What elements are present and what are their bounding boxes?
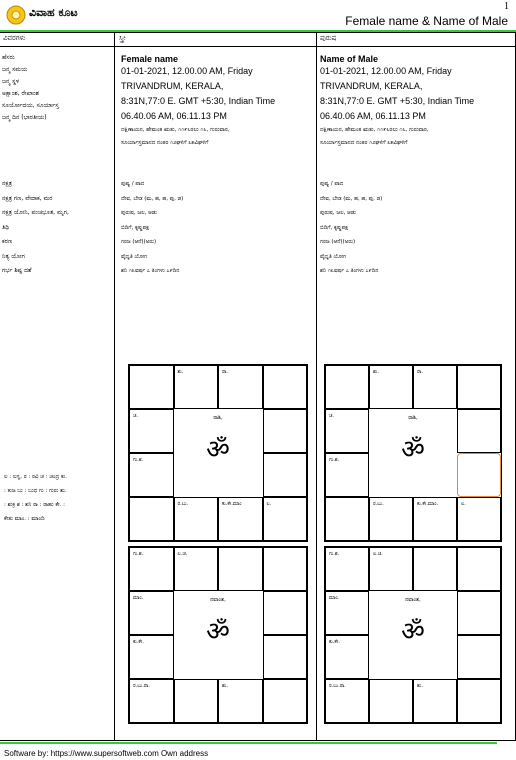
column-header-details: ವಿವರಗಳು [3,34,26,42]
female-indian-date-1: ದಕ್ಷಿಣಾಯನ, ಹೇಮಂತ ಋತು, ೧೧೯೬ರಲು ೧೬, ಗುರುವಾರ, [121,127,230,133]
male-dasha: ಶನಿ ೧೩ವರ್ಷ ೭ ತಿಂಗಳು ೭೯ದಿನ [320,268,379,274]
female-dasha: ಶನಿ ೧೩ವರ್ಷ ೭ ತಿಂಗಳು ೭೯ದಿನ [121,268,180,274]
house-planets: ಚ. [133,413,139,419]
house-planets: ರ.ಬು.ರಾ. [329,683,346,689]
chart-center [369,591,457,679]
chart-house-10 [174,679,219,723]
document-title: Female name & Name of Male [345,14,508,28]
house-planets: ಶು. [417,683,423,689]
chart-house-5 [263,409,308,453]
column-header-male: ಪುರುಷ [320,34,337,42]
bottom-rule [0,742,497,744]
chart-house-8 [325,635,369,679]
male-place: TRIVANDRUM, KERALA, [320,81,423,91]
page-number: 1 [504,1,509,12]
chart-house-3 [218,365,263,409]
chart-house-2 [174,365,219,409]
female-yoni: ಪುರುಷ, ಜಲ, ಆಡು [121,210,158,216]
chart-house-5 [457,409,501,453]
house-planets: ಕು.ಕೇ.ಮಾಂ. [417,501,439,507]
chart-title: ನವಾಂಶ, [405,597,421,603]
chart-title: ರಾಶಿ, [213,415,223,421]
chart-house-2 [369,547,413,591]
female-nakshatra: ಪುಷ್ಯ / ಪಾದ [121,181,145,187]
house-planets: ಲ. [461,501,466,507]
column-divider-1 [114,32,115,740]
house-planets: ಲ.ಚ. [177,551,188,557]
chart-house-4 [263,547,308,591]
male-indian-date-2: ಸೂರ್ಯಾಸ್ತಮಾನದ ನಂತರ ೧೨ಘಳಿಗೆ ೩೫ವಿಘಳಿಗೆ [320,140,408,146]
house-planets: ಗು.ಶ. [329,457,340,463]
chart-house-11 [413,497,457,541]
female-indian-date-2: ಸೂರ್ಯಾಸ್ತಮಾನದ ನಂತರ ೧೨ಘಳಿಗೆ ೩೫ವಿಘಳಿಗೆ [121,140,209,146]
chart-house-5 [457,591,501,635]
labels-group-1 [2,52,112,124]
house-planets: ಲ. [266,501,272,507]
label-tithi: ತಿಥಿ [2,223,10,231]
legend-line-3: : ಶುಕ್ರ ಶ : ಶನಿ ರಾ : ರಾಹು ಕೇ. : [4,502,65,508]
chart-house-4 [457,547,501,591]
chart-house-9 [129,679,174,723]
female-karana: ಗರಜ (ಆನೆ)(ಅರು) [121,239,157,245]
chart-house-3 [413,365,457,409]
male-name: Name of Male [320,54,379,64]
male-gana: ದೇವ, ಬೇಡ (ಮ, ಹ, ಹ, ಪು, ಡ) [320,195,383,202]
male-rasi-chart [324,364,502,542]
header-bottom-border [0,46,516,47]
chart-house-6 [457,453,501,497]
chart-house-7 [325,591,369,635]
house-planets: ಗು.ಶ. [133,457,144,463]
female-sun-times: 06.40.06 AM, 06.11.13 PM [121,111,227,121]
male-nakshatra: ಪುಷ್ಯ / ಪಾದ [320,181,344,187]
female-astro-details [121,177,183,279]
house-planets: ಶು. [222,683,228,689]
female-rasi-chart [128,364,308,542]
column-header-female: ಸ್ತ್ರೀ [119,34,126,42]
table-top-border [0,32,516,33]
house-planets: ಕು.ಕೇ. [133,639,144,645]
chart-house-10 [369,497,413,541]
chart-house-1 [325,365,369,409]
chart-house-6 [457,635,501,679]
male-yoga: ವೈಧೃತಿ ಯೋಗ [320,253,347,260]
chart-house-6 [263,635,308,679]
om-symbol-icon: ॐ [206,435,230,466]
male-tithi: ಬಿದಿಗೆ, ಕೃಷ್ಣಪಕ್ಷ [320,224,349,231]
female-tithi: ಬಿದಿಗೆ, ಕೃಷ್ಣಪಕ್ಷ [121,224,150,231]
house-planets: ರ.ಬು. [177,501,189,507]
chart-house-1 [325,547,369,591]
chart-house-1 [129,365,174,409]
label-indian-date: ಜನ್ಮ ದಿನ (ಭಾರತೀಯ) [2,114,47,121]
chart-house-8 [129,453,174,497]
chart-center [174,591,263,679]
label-sunrise-sunset: ಸೂರ್ಯೋದಯ, ಸೂರ್ಯಾಸ್ತ [2,102,59,109]
house-planets: ಮಾಂ. [329,595,340,601]
om-symbol-icon: ॐ [401,435,425,466]
chart-house-4 [263,365,308,409]
chart-house-11 [218,497,263,541]
chart-title: ರಾಶಿ, [408,415,418,421]
chart-house-2 [369,365,413,409]
house-planets: ರ.ಬು. [373,501,384,507]
house-planets: ಶು. [373,369,379,375]
chart-house-8 [129,635,174,679]
house-planets: ಕು.ಕೇ. [329,639,340,645]
chart-house-6 [263,453,308,497]
om-symbol-icon: ॐ [401,617,425,648]
male-yoni: ಪುರುಷ, ಜಲ, ಆಡು [320,210,357,216]
table-bottom-border [0,740,516,741]
label-dasha-balance: ಗರ್ಭ ಶಿಷ್ಟ ದಶೆ [2,267,32,274]
chart-house-9 [325,679,369,723]
footer-credit: Software by: https://www.supersoftweb.com Own address [4,749,209,758]
female-navamsa-chart [128,546,308,724]
female-place: TRIVANDRUM, KERALA, [121,81,224,91]
male-navamsa-chart [324,546,502,724]
chart-house-9 [325,497,369,541]
chart-house-3 [413,547,457,591]
female-gana: ದೇವ, ಬೇಡ (ಮ, ಹ, ಹ, ಪು, ಡ) [121,195,184,202]
app-title: ವಿವಾಹ ಕೂಟ [29,6,78,19]
female-details [121,54,315,150]
chart-house-1 [129,547,174,591]
male-datetime: 01-01-2021, 12.00.00 AM, Friday [320,66,452,76]
male-karana: ಗರಜ (ಆನೆ)(ಅರು) [320,239,356,245]
label-name: ಹೆಸರು [2,54,15,61]
chart-center [369,409,457,497]
house-planets: ಶು. [177,369,184,375]
chart-house-4 [457,365,501,409]
chart-house-12 [263,679,308,723]
chart-house-5 [263,591,308,635]
chart-house-7 [129,591,174,635]
label-lat-long: ಅಕ್ಷಾಂಶ, ರೇಖಾಂಶ [2,90,40,97]
male-coords: 8:31N,77:0 E. GMT +5:30, Indian Time [320,96,475,106]
house-planets: ರಾ. [417,369,423,375]
label-nakshatra-gana: ನಕ್ಷತ್ರ ಗಣ, ವೇದಾಕ, ಮರ [2,194,53,202]
male-astro-details [320,177,382,279]
female-name: Female name [121,54,179,64]
house-planets: ರಾ. [222,369,228,375]
sun-logo-icon [6,5,26,25]
labels-group-2 [2,177,112,279]
house-planets: ಚ. [329,413,335,419]
planet-legend [4,470,114,526]
house-planets: ಕು.ಕೇ.ಮಾಂ [222,501,242,507]
male-sun-times: 06.40.06 AM, 06.11.13 PM [320,111,426,121]
label-nitya-yoga: ನಿತ್ಯ ಯೋಗ [2,252,25,260]
house-planets: ಮಾಂ. [133,595,144,601]
female-yoga: ವೈಧೃತಿ ಯೋಗ [121,253,148,260]
house-planets: ಗು.ಶ. [329,551,340,557]
label-nakshatra-yoni: ನಕ್ಷತ್ರ ಯೋನಿ, ಪಂಚಭೂತ, ಮೃಗ, [2,209,69,216]
chart-house-11 [413,679,457,723]
label-nakshatra: ನಕ್ಷತ್ರ [2,180,13,187]
om-symbol-icon: ॐ [206,617,230,648]
legend-line-4: ಕೇತು ಮಾಂ. : ಮಾಂದಿ [4,516,45,522]
column-divider-2 [316,32,317,740]
chart-house-7 [129,409,174,453]
chart-house-11 [218,679,263,723]
house-planets: ರ.ಬು.ರಾ. [133,683,150,689]
male-details [320,54,514,150]
legend-line-1: ಲ : ಲಗ್ನ, ರ : ರವಿ ಚ : ಚಂದ್ರ ಕು. [4,474,67,480]
label-karana: ಕರಣ [2,238,13,245]
chart-house-10 [369,679,413,723]
chart-house-3 [218,547,263,591]
house-planets: ಲ.ಚ. [373,551,383,557]
chart-house-8 [325,453,369,497]
chart-center [174,409,263,497]
house-planets: ಗು.ಶ. [133,551,144,557]
female-datetime: 01-01-2021, 12.00.00 AM, Friday [121,66,253,76]
chart-house-9 [129,497,174,541]
chart-house-7 [325,409,369,453]
chart-house-2 [174,547,219,591]
male-indian-date-1: ದಕ್ಷಿಣಾಯನ, ಹೇಮಂತ ಋತು, ೧೧೯೬ರಲು ೧೬, ಗುರುವಾರ, [320,127,429,133]
chart-title: ನವಾಂಶ, [210,597,226,603]
chart-house-12 [457,497,501,541]
chart-house-10 [174,497,219,541]
female-coords: 8:31N,77:0 E. GMT +5:30, Indian Time [121,96,276,106]
chart-house-12 [263,497,308,541]
label-birth-place: ಜನ್ಮ ಸ್ಥಳ [2,78,20,85]
legend-line-2: : ಕುಜ ಬು : ಬುಧ ಗು : ಗುರು ಶು. [4,488,67,494]
label-birth-time: ಜನ್ಮ ಸಮಯ [2,66,28,73]
chart-house-12 [457,679,501,723]
